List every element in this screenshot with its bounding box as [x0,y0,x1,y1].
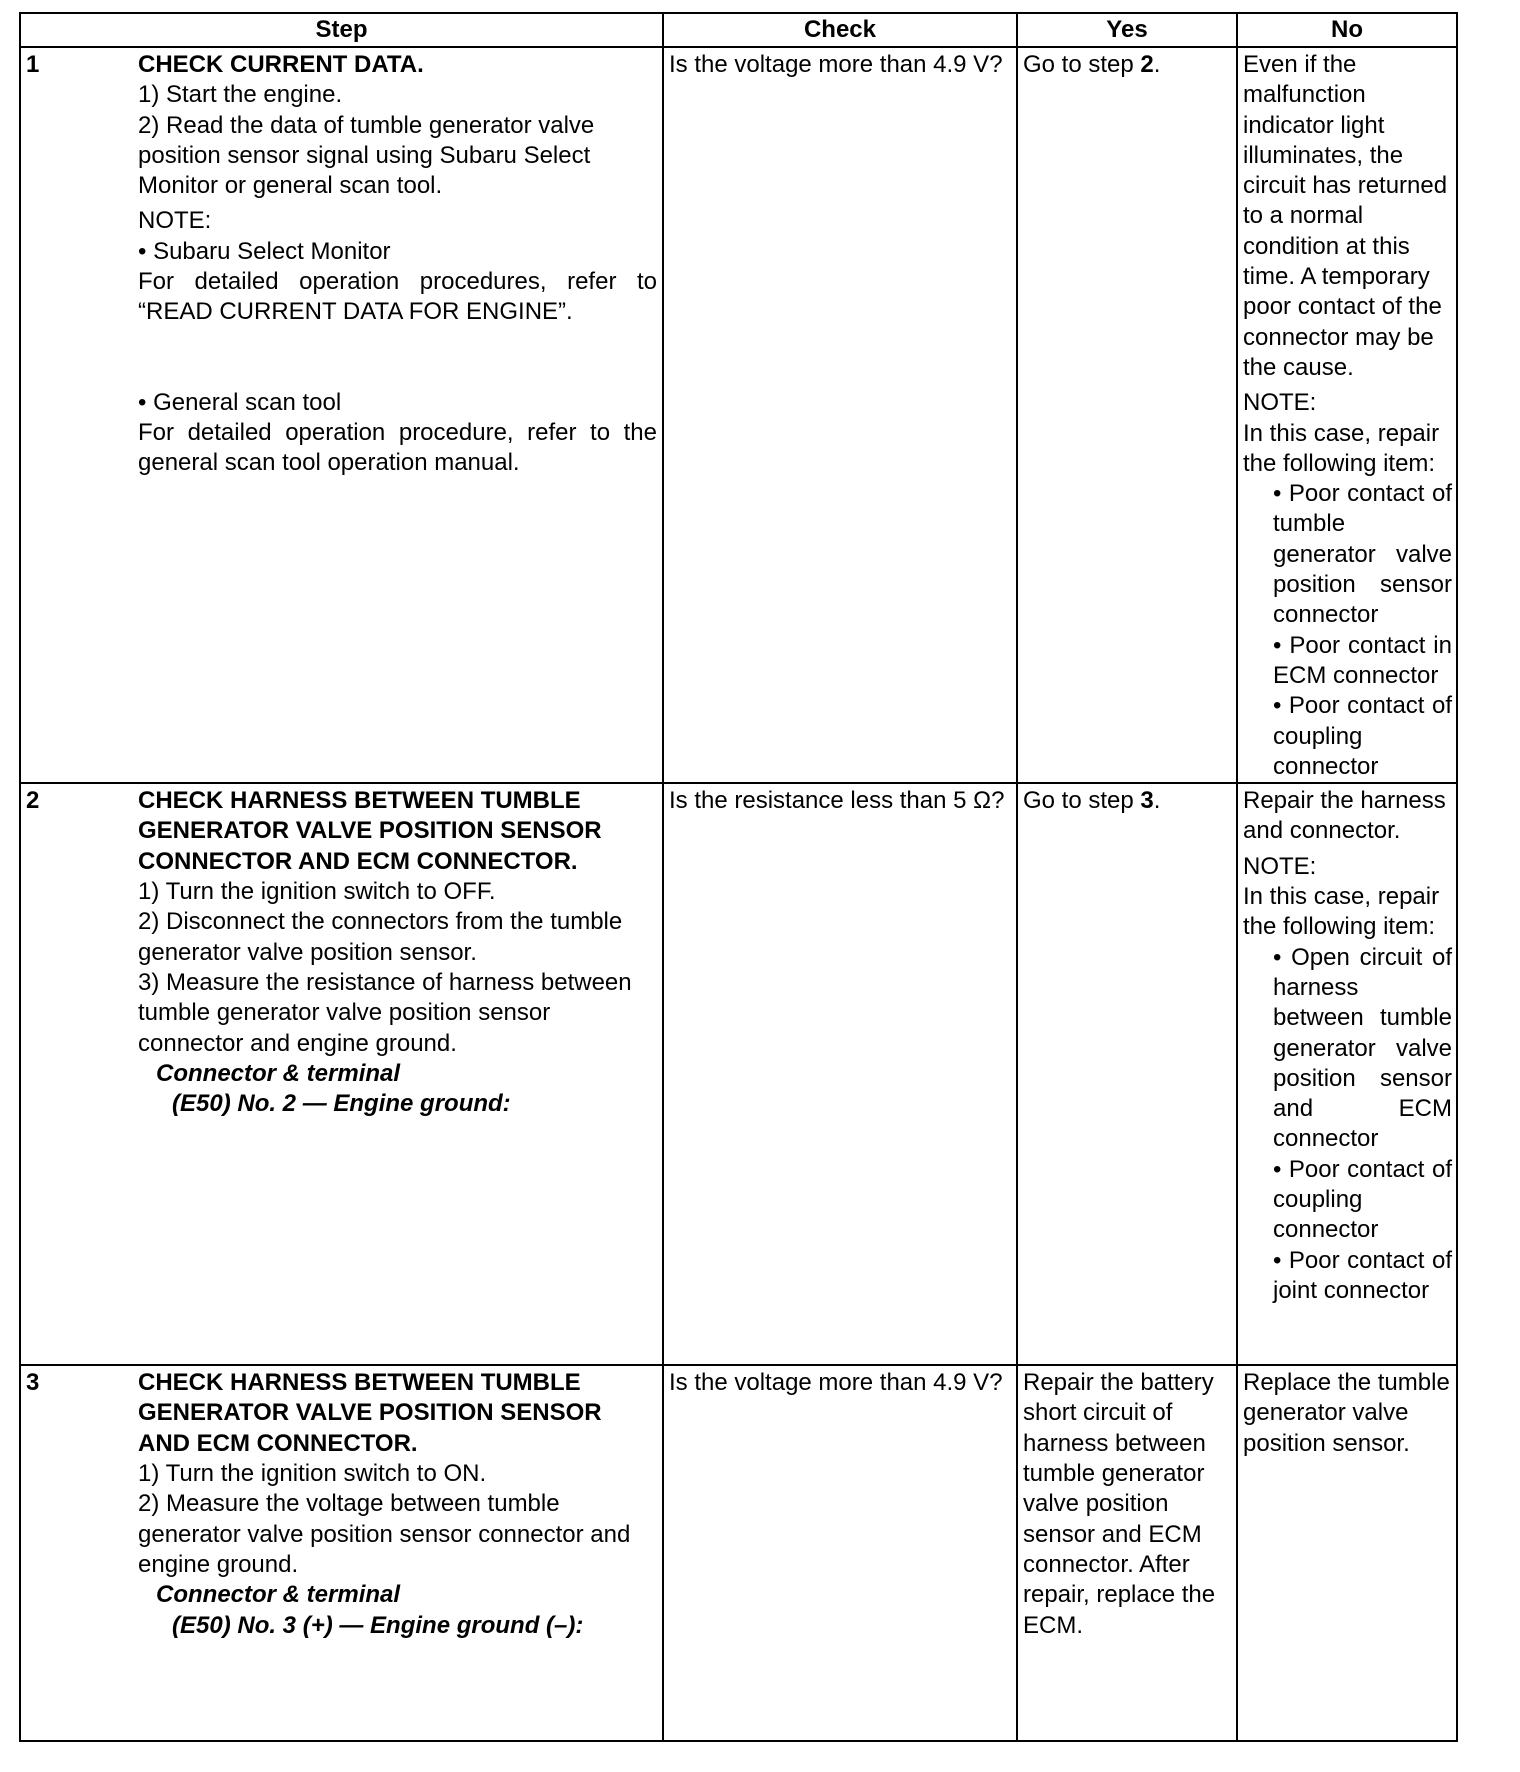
no-text: Even if the malfunction indicator light illuminates, the circuit has returned to a normal condition at this time. A temporary poor contact of the connector may be the cause. [1243,51,1448,381]
step-cell-3 [20,1365,663,1741]
no-item: • Open circuit of harness between tumble generator valve position sensor and ECM connector [1273,943,1452,1153]
yes-cell-3 [1017,1365,1237,1741]
header-step: Step [20,13,663,47]
no-note-label: NOTE: [1243,852,1317,880]
step-row-2 [20,783,1457,1365]
header-yes: Yes [1017,13,1237,47]
header-no: No [1237,13,1457,47]
yes-prefix: Go to step [1023,787,1141,815]
check-text: Is the voltage more than 4.9 V? [669,1369,1003,1397]
check-cell-2 [663,783,1017,1365]
no-text: Replace the tumble generator valve position sensor. [1243,1369,1450,1457]
header-row [20,13,1457,47]
note-bullet: • Subaru Select Monitor [138,237,391,265]
note-text: For detailed operation procedure, refer to the general scan tool operation manual. [138,418,657,477]
no-cell-1 [1237,47,1457,783]
step-cell-2 [20,783,663,1365]
step-instruction: 2) Read the data of tumble generator valve position sensor signal using Subaru Select Monitor or general scan tool. [138,111,595,200]
connector-terminal: (E50) No. 2 — Engine ground: [172,1090,511,1118]
check-text: Is the voltage more than 4.9 V? [669,51,1003,78]
step-instruction: 1) Start the engine. [138,81,343,109]
no-item: • Poor contact of coupling connector [1273,1155,1452,1244]
yes-suffix: . [1153,787,1161,815]
step-title: CHECK HARNESS BETWEEN TUMBLE GENERATOR VALVE POSITION SENSOR AND ECM CONNECTOR. [138,1369,602,1457]
check-cell-3 [663,1365,1017,1741]
connector-label: Connector & terminal [156,1581,401,1609]
yes-step-link: 3 [1140,787,1154,815]
no-cell-2 [1237,783,1457,1365]
no-item: • Poor contact in ECM connector [1273,631,1452,689]
no-note-text: In this case, repair the following item: [1243,419,1440,477]
no-item: • Poor contact of joint connector [1273,1246,1452,1304]
step-title: CHECK CURRENT DATA. [138,51,424,78]
step-instruction: 1) Turn the ignition switch to ON. [138,1460,487,1488]
step-row-3 [20,1365,1457,1741]
diagnostic-table [19,12,1458,1742]
note-bullet: • General scan tool [138,388,342,416]
connector-label: Connector & terminal [156,1059,401,1087]
step-cell-1 [20,47,663,783]
step-number: 3 [26,1369,40,1397]
no-cell-3 [1237,1365,1457,1741]
no-note-text: In this case, repair the following item: [1243,883,1440,941]
header-check: Check [663,13,1017,47]
check-cell-1 [663,47,1017,783]
no-text: Repair the harness and connector. [1243,787,1446,845]
no-note-label: NOTE: [1243,389,1317,417]
check-text: Is the resistance less than 5 Ω? [669,787,1005,815]
note-text: For detailed operation procedures, refer to “READ CURRENT DATA FOR ENGINE”. [138,268,657,326]
step-number: 2 [26,787,40,815]
yes-cell-1 [1017,47,1237,783]
yes-text: Repair the battery short circuit of harness between tumble generator valve position sensor and ECM connector. After repair, replace the ECM. [1023,1369,1216,1639]
no-item: • Poor contact of tumble generator valve position sensor connector [1273,480,1452,629]
note-label: NOTE: [138,207,212,235]
step-number: 1 [26,51,40,78]
step-instruction: 2) Disconnect the connectors from the tumble generator valve position sensor. [138,908,623,966]
step-instruction: 1) Turn the ignition switch to OFF. [138,878,496,906]
no-item: • Poor contact of coupling connector [1273,692,1452,780]
yes-prefix: Go to step [1023,51,1141,78]
step-row-1 [20,47,1457,783]
yes-step-link: 2 [1140,51,1154,78]
connector-terminal: (E50) No. 3 (+) — Engine ground (–): [172,1611,584,1639]
yes-cell-2 [1017,783,1237,1365]
step-title: CHECK HARNESS BETWEEN TUMBLE GENERATOR VALVE POSITION SENSOR CONNECTOR AND ECM CONNECTOR. [138,787,602,875]
step-instruction: 2) Measure the voltage between tumble generator valve position sensor connector and engine ground. [138,1490,631,1578]
step-instruction: 3) Measure the resistance of harness between tumble generator valve position sensor connector and engine ground. [138,968,632,1057]
yes-suffix: . [1153,51,1161,78]
